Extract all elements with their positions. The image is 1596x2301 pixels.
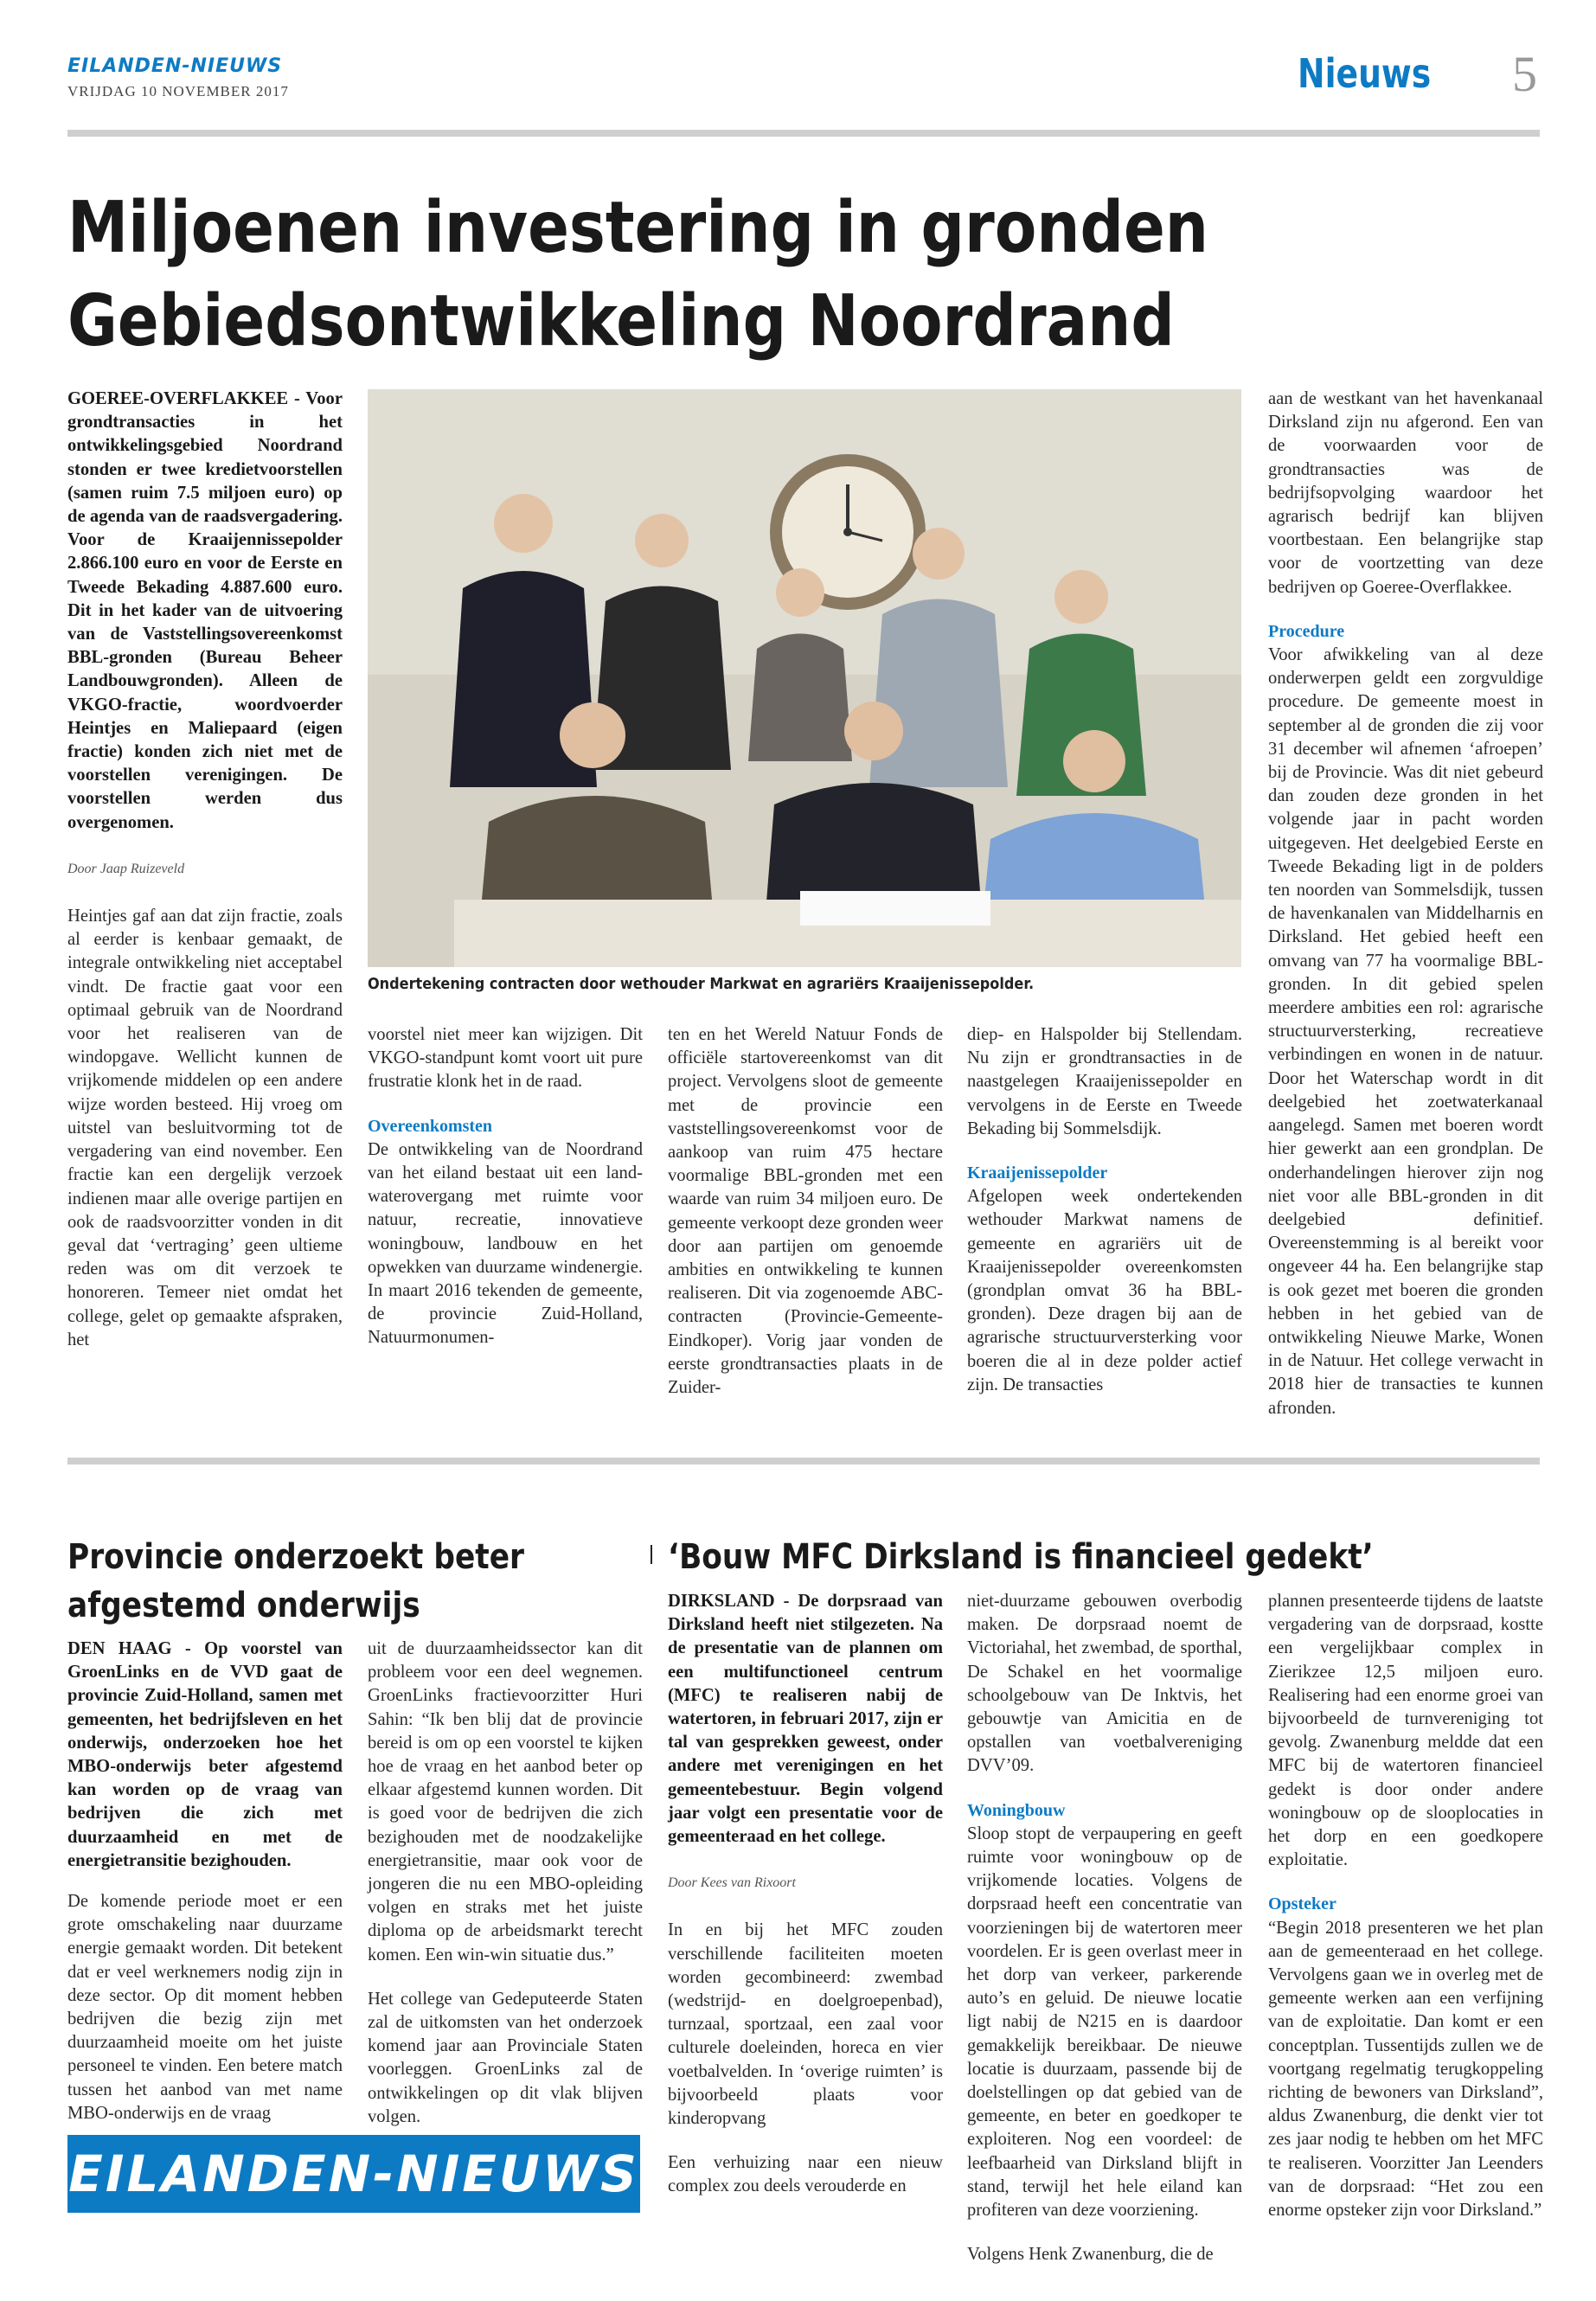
article2-lead: DEN HAAG - Op voorstel van GroenLinks en de VVD gaat de provincie Zuid-Holland, samen met gemeenten, het bedrijfsleven en het onderwijs, onderzoeken hoe het MBO-onderwijs beter afgestemd kan worden op de vraag van bedrijven die zich met duurzaamheid en met de energietransitie bezighouden. bbox=[67, 1639, 343, 1870]
article1-photo bbox=[368, 389, 1241, 967]
headline-divider bbox=[651, 1545, 652, 1564]
article1-col5: aan de westkant van het havenkanaal Dirksland zijn nu afgerond. Een van de voorwaarden voor de grondtransacties was de bedrijfsopvolging waardoor het agrarisch bedrijf kan blijven voortbestaan. Een belangrijke stap voor de voortzetting van deze bedrijven op Goeree-Overflakkee. Procedure Voor afwikkeling van al deze onderwerpen geldt een zorgvuldige procedure. De gemeente moest in september al de gronden die zij voor 31 december wil afnemen ‘afroepen’ bij de Provincie. Was dit niet gebeurd dan zouden deze gronden in het volgende jaar in pacht worden uitgegeven. Het deelgebied Eerste en Tweede Bekading ligt in de polders ten noorden van Sommelsdijk, tussen de havenkanalen van Middelharnis en Dirksland. Het gebied heeft een omvang van 77 ha voormalige BBL-gronden. In dit gebied spelen meerdere ambities een rol: agrarische structuurversterking, recreatieve verbindingen en wonen in de natuur. Door het Waterschap wordt in dit deelgebied het zoetwaterkanaal aangelegd. Samen met boeren wordt hier gewerkt aan een grondplan. De onderhandelingen hierover zijn nog niet voor alle BBL-gronden in dit deelgebied definitief. Overeenstemming is al bereikt voor ongeveer 44 ha. Een belangrijke stap is ook gezet met boeren die gronden hebben in het gebied van de ontwikkeling Nieuwe Marke, Wonen in de Natuur. Het college verwacht in 2018 hier de transacties te kunnen afronden. bbox=[1268, 389, 1543, 1418]
article1-byline: Door Jaap Ruizeveld bbox=[67, 861, 185, 876]
page-number: 5 bbox=[1512, 46, 1537, 102]
subhead-kraaijenissepolder: Kraaijenissepolder bbox=[967, 1163, 1108, 1183]
article1-col2: voorstel niet meer kan wijzigen. Dit VKGO-standpunt komt voort uit pure frustratie klonk het in de raad. Overeenkomsten De ontwikkeling van de Noordrand van het eiland bestaat uit een land-waterovergang met ruimte voor natuur, recreatie, innovatieve woningbouw, landbouw en het opwekken van duurzame windenergie. In maart 2016 tekenden de gemeente, de provincie Zuid-Holland, Natuurmonumen- bbox=[368, 1025, 643, 1348]
subhead-woningbouw: Woningbouw bbox=[967, 1800, 1066, 1820]
article3-headline: ‘Bouw MFC Dirksland is financieel gedekt’ bbox=[668, 1537, 1374, 1577]
signing-photo-illustration bbox=[368, 389, 1241, 967]
article1-col3: ten en het Wereld Natuur Fonds de officiële startovereenkomst van dit project. Vervolgens sloot de gemeente met de provincie een vaststellingsovereenkomst voor de aankoop van ruim 475 hectare voormalige BBL-gronden met een waarde van ruim 34 miljoen euro. De gemeente verkoopt deze gronden weer door aan partijen om genoemde ambities en ontwikkeling te kunnen realiseren. Dit via zogenoemde ABC-contracten (Provincie-Gemeente-Eindkoper). Vorig jaar vonden de eerste grondtransacties plaats in de Zuider- bbox=[668, 1025, 943, 1398]
top-rule bbox=[67, 130, 1540, 137]
subhead-opsteker: Opsteker bbox=[1268, 1894, 1336, 1914]
article2-col1: DEN HAAG - Op voorstel van GroenLinks en de VVD gaat de provincie Zuid-Holland, samen met gemeenten, het bedrijfsleven en het onderwijs, onderzoeken hoe het MBO-onderwijs beter afgestemd kan worden op de vraag van bedrijven die zich met duurzaamheid en met de energietransitie bezighouden. De komende periode moet er een grote omschakeling naar duurzame energie gemaakt worden. Dit betekent dat er veel werknemers nodig zijn in deze sector. Op dit moment hebben bedrijven die bezig zijn met duurzaamheid moeite om het juiste personeel te vinden. Een betere match tussen het aanbod van met name MBO-onderwijs en de vraag bbox=[67, 1639, 343, 2123]
article1-lead: GOEREE-OVERFLAKKEE - Voor grondtransacties in het ontwikkelingsgebied Noordrand stonden er twee kredietvoorstellen (samen ruim 7.5 miljoen euro) op de agenda van de raadsvergadering. Voor de Kraaijennissepolder 2.866.100 euro en voor de Eerste en Tweede Bekading 4.887.600 euro. Dit in het kader van de uitvoering van de Vaststellingsovereenkomst BBL-gronden (Bureau Beheer Landbouwgronden). Alleen de VKGO-fractie, woordvoerder Heintjes en Maliepaard (eigen fractie) konden zich niet met de voorstellen verenigingen. De voorstellen werden dus overgenomen. bbox=[67, 389, 343, 832]
eilanden-nieuws-logo: EILANDEN-NIEUWS bbox=[67, 2135, 640, 2213]
article3-lead: DIRKSLAND - De dorpsraad van Dirksland heeft niet stilgezeten. Na de presentatie van de plannen om een multifunctioneel centrum (MFC) te realiseren nabij de watertoren, in februari 2017, zijn er tal van gesprekken geweest, onder andere met verenigingen en het gemeentebestuur. Begin volgend jaar volgt een presentatie voor de gemeenteraad en het college. bbox=[668, 1592, 943, 1847]
article2-headline: Provincie onderzoekt beter afgestemd onderwijs bbox=[67, 1537, 525, 1625]
article3-col3: plannen presenteerde tijdens de laatste vergadering van de dorpsraad, kostte een vergelijkbaar complex in Zierikzee 12,5 miljoen euro. Realisering had een enorme groei van bijvoorbeeld de turnvereniging tot gevolg. Zwanenburg meldde dat een MFC bij de watertoren financieel gedekt is door onder andere woningbouw op de slooplocaties in het dorp en een goedkopere exploitatie. Opsteker “Begin 2018 presenteren we het plan aan de gemeenteraad en het college. Vervolgens gaan we in overleg met de gemeente werken aan een verfijning van de exploitatie. Dan komt er een conceptplan. Tussentijds zullen we de voortgang regelmatig terugkoppeling richting de bewoners van Dirksland”, aldus Zwanenburg, die denkt vier tot zes jaar nodig te hebben om het MFC te realiseren. Voorzitter Jan Leenders van de dorpsraad: “Het zou een enorme opsteker zijn voor Dirksland.” bbox=[1268, 1592, 1543, 2221]
subhead-procedure: Procedure bbox=[1268, 621, 1345, 641]
issue-date: VRIJDAG 10 NOVEMBER 2017 bbox=[67, 83, 289, 99]
section-title: Nieuws bbox=[1298, 50, 1432, 97]
article1-headline: Miljoenen investering in gronden Gebiedsontwikkeling Noordrand bbox=[67, 187, 1208, 362]
article3-col2: niet-duurzame gebouwen overbodig maken. De dorpsraad noemt de Victoriahal, het zwembad, de sporthal, De Schakel en het voormalige schoolgebouw van De Inktvis, het gebouwtje van Amicitia en de opstallen van voetbalvereniging DVV’09. Woningbouw Sloop stopt de verpaupering en geeft ruimte voor woningbouw op de vrijkomende locaties. Volgens de dorpsraad heeft een concentratie van voorzieningen bij de watertoren meer voordelen. Er is geen overlast meer in het dorp van verkeer, parkerende auto’s en geluid. De nieuwe locatie ligt nabij de N215 en is daardoor gemakkelijk bereikbaar. De nieuwe locatie is duurzaam, passende bij de doelstellingen op dat gebied van de gemeente, en beter en goedkoper te exploiteren. Nog een voordeel: de leefbaarheid van Dirksland blijft in stand, terwijl het hele eiland kan profiteren van deze voorziening. Volgens Henk Zwanenburg, die de bbox=[967, 1592, 1242, 2265]
mid-rule bbox=[67, 1458, 1540, 1465]
photo-caption: Ondertekening contracten door wethouder Markwat en agrariërs Kraaijenissepolder. bbox=[368, 976, 1035, 993]
article1-col1 bbox=[67, 388, 343, 1352]
article3-byline: Door Kees van Rixoort bbox=[668, 1875, 796, 1891]
masthead-logo: EILANDEN-NIEUWS bbox=[67, 55, 283, 77]
article3-col1: DIRKSLAND - De dorpsraad van Dirksland heeft niet stilgezeten. Na de presentatie van de plannen om een multifunctioneel centrum (MFC) te realiseren nabij de watertoren, in februari 2017, zijn er tal van gesprekken geweest, onder andere met verenigingen en het gemeentebestuur. Begin volgend jaar volgt een presentatie voor de gemeenteraad en het college. Door Kees van Rixoort In en bij het MFC zouden verschillende faciliteiten moeten worden gecombineerd: zwembad (wedstrijd- en doelgroepenbad), turnzaal, sportzaal, een zaal voor culturele doeleinden, horeca en vier voetbalvelden. In ‘overige ruimten’ is bijvoorbeeld plaats voor kinderopvang Een verhuizing naar een nieuw complex zou deels verouderde en bbox=[668, 1592, 943, 2196]
article1-col4: diep- en Halspolder bij Stellendam. Nu zijn er grondtransacties in de naastgelegen Kraaijenissepolder en vervolgens in de Eerste en Tweede Bekading bij Sommelsdijk. Kraaijenissepolder Afgelopen week ondertekenden wethouder Markwat namens de gemeente en agrariërs uit de Kraaijenissepolder overeenkomsten (grondplan omvat 36 ha BBL-gronden). Deze dragen bij aan de agrarische structuurversterking voor boeren die al in deze polder actief zijn. De transacties bbox=[967, 1025, 1242, 1394]
subhead-overeenkomsten: Overeenkomsten bbox=[368, 1116, 493, 1136]
article1-col1-body: Heintjes gaf aan dat zijn fractie, zoals al eerder is kenbaar gemaakt, de integrale ontwikkeling niet acceptabel vindt. De fractie gaat voor een optimaal gebruik van de Noordrand voor het realiseren van de windopgave. Wellicht kunnen de vrijkomende middelen op een andere wijze worden besteed. Hij vroeg om uitstel van besluitvorming tot de vergadering van eind november. Een fractie kan een dergelijk verzoek indienen maar alle overige partijen en ook de raadsvoorzitter vonden in dit geval dat ‘vertraging’ geen ultieme reden was om dit verzoek te honoreren. Temeer niet omdat het college, gelet op gemaakte afspraken, het bbox=[67, 907, 343, 1349]
article2-col2: uit de duurzaamheidssector kan dit probleem voor een deel wegnemen. GroenLinks fractievoorzitter Huri Sahin: “Ik ben blij dat de provincie bereid is om op een voorstel te kijken hoe de vraag en het aanbod beter op elkaar afgestemd kunnen worden. Dit is goed voor de bedrijven die zich bezighouden met de noodzakelijke energietransitie, maar ook voor de jongeren die nu een MBO-opleiding volgen en straks met het juiste diploma op de arbeidsmarkt terecht komen. Een win-win situatie dus.” Het college van Gedeputeerde Staten zal de uitkomsten van het onderzoek komend jaar aan Provinciale Staten voorleggen. GroenLinks zal de ontwikkelingen op dit vlak blijven volgen. bbox=[368, 1639, 643, 2126]
